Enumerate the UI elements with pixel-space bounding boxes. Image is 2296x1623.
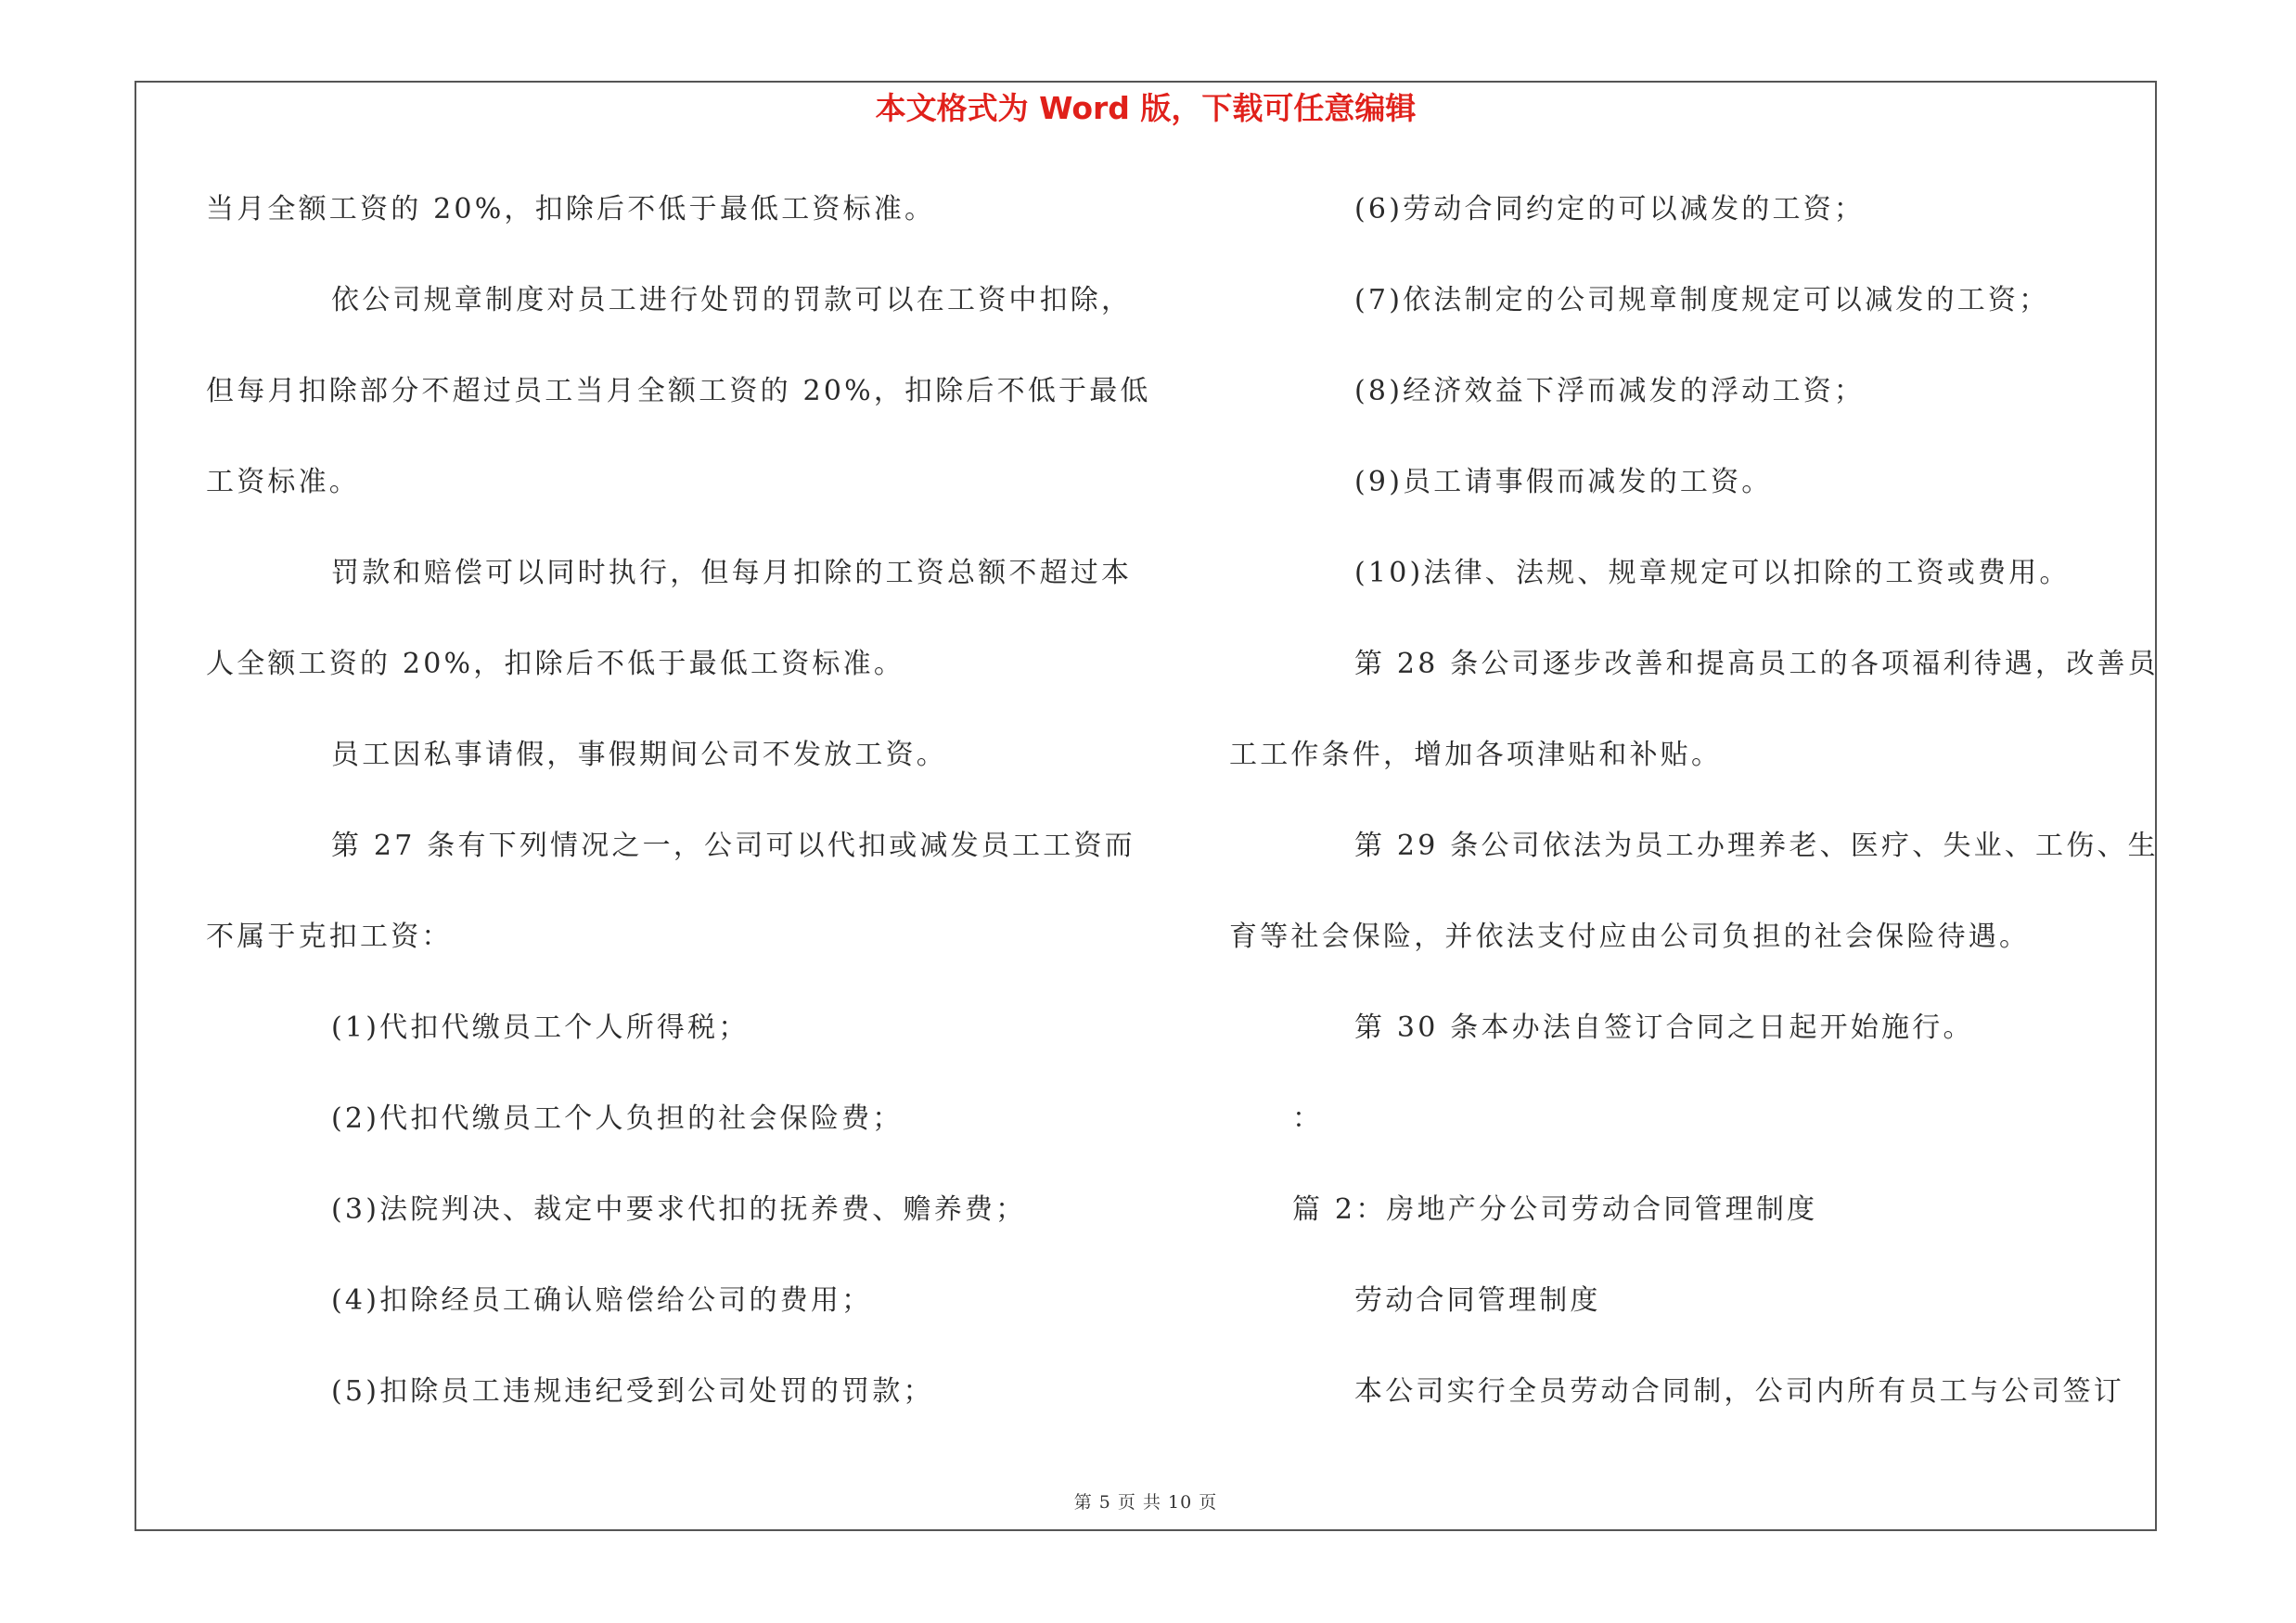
word-format-banner: 本文格式为 Word 版，下载可任意编辑 xyxy=(875,90,1417,126)
page-number: 第 5 页 共 10 页 xyxy=(1073,1492,1218,1513)
right-column xyxy=(1229,182,2159,1455)
paragraph-line: 本公司实行全员劳动合同制，公司内所有员工与公司签订 xyxy=(1354,1375,2124,1408)
paragraph-line: 罚款和赔偿可以同时执行，但每月扣除的工资总额不超过本 xyxy=(331,557,1133,589)
list-item: (6)劳动合同约定的可以减发的工资； xyxy=(1354,193,1866,225)
list-item: (7)依法制定的公司规章制度规定可以减发的工资； xyxy=(1354,284,2050,316)
document-title: 劳动合同管理制度 xyxy=(1354,1284,1601,1317)
paragraph-line: 育等社会保险，并依法支付应由公司负担的社会保险待遇。 xyxy=(1229,921,2031,953)
list-item: (10)法律、法规、规章规定可以扣除的工资或费用。 xyxy=(1354,557,2071,589)
paragraph-line: 第 27 条有下列情况之一，公司可以代扣或减发员工工资而 xyxy=(331,830,1135,862)
list-item: (5)扣除员工违规违纪受到公司处罚的罚款； xyxy=(331,1375,934,1408)
paragraph-line: 人全额工资的 20%，扣除后不低于最低工资标准。 xyxy=(206,648,905,680)
colon-line: ： xyxy=(1292,1102,1324,1135)
paragraph-line: 依公司规章制度对员工进行处罚的罚款可以在工资中扣除， xyxy=(331,284,1133,316)
list-item: (9)员工请事假而减发的工资。 xyxy=(1354,466,1773,498)
list-item: (2)代扣代缴员工个人负担的社会保险费； xyxy=(331,1102,904,1135)
list-item: (1)代扣代缴员工个人所得税； xyxy=(331,1011,750,1044)
paragraph-line: 当月全额工资的 20%，扣除后不低于最低工资标准。 xyxy=(206,193,936,225)
list-item: (3)法院判决、裁定中要求代扣的抚养费、赡养费； xyxy=(331,1193,1027,1226)
paragraph-line: 员工因私事请假，事假期间公司不发放工资。 xyxy=(331,739,947,771)
paragraph-line: 工资标准。 xyxy=(206,466,360,498)
paragraph-line: 第 29 条公司依法为员工办理养老、医疗、失业、工伤、生 xyxy=(1354,830,2159,862)
paragraph-line: 工工作条件，增加各项津贴和补贴。 xyxy=(1229,739,1723,771)
paragraph-line: 第 28 条公司逐步改善和提高员工的各项福利待遇，改善员 xyxy=(1354,648,2159,680)
paragraph-line: 不属于克扣工资： xyxy=(206,921,453,953)
left-column xyxy=(206,182,1151,1455)
list-item: (4)扣除经员工确认赔偿给公司的费用； xyxy=(331,1284,873,1317)
paragraph-line: 但每月扣除部分不超过员工当月全额工资的 20%，扣除后不低于最低 xyxy=(206,375,1151,407)
list-item: (8)经济效益下浮而减发的浮动工资； xyxy=(1354,375,1866,407)
section-heading: 篇 2：房地产分公司劳动合同管理制度 xyxy=(1292,1193,1818,1226)
paragraph-line: 第 30 条本办法自签订合同之日起开始施行。 xyxy=(1354,1011,1974,1044)
